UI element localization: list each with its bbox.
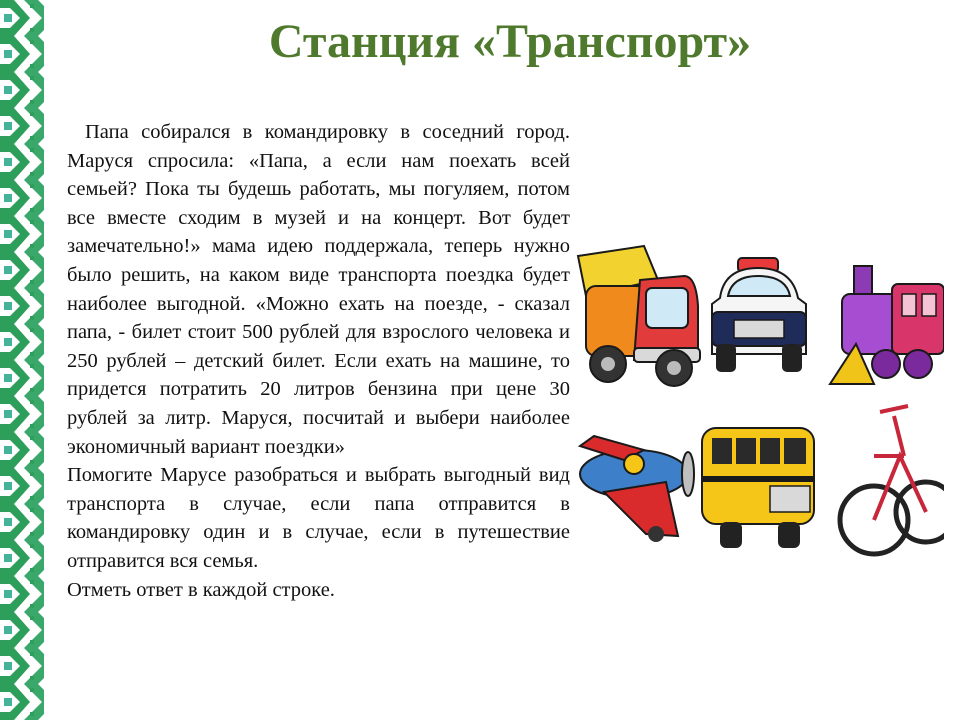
ornament-border (0, 0, 50, 720)
task-text (67, 118, 570, 604)
story-paragraph: Папа собирался в командировку в соседний город. Маруся спросила: «Папа, а если нам поехать всей семьей? Пока ты будешь работать, мы погуляем, потом все вместе сходим в музей и на концерт. Вот будет замечательно!» мама идею поддержала, теперь нужно было решить, на каком виде транспорта поездка будет наиболее выгодной. «Можно ехать на поезде, - сказал папа, - билет стоит 500 рублей для взрослого человека и 250 рублей – детский билет. Если ехать на машине, то придется потратить 20 литров бензина при цене 30 рублей за литр. Маруся, посчитай и выбери наиболее экономичный вариант поездки» (67, 121, 570, 458)
task-paragraph: Помогите Марусе разобраться и выбрать выгодный вид транспорта в случае, если папа отправится в командировку один и в случае, если в путешествие отправится вся семья. (67, 464, 570, 572)
instruction-line: Отметь ответ в каждой строке. (67, 578, 335, 601)
transport-illustrations (574, 236, 944, 574)
toy-train-image (830, 266, 944, 384)
school-bus-image (702, 428, 814, 548)
police-car-image (712, 258, 806, 372)
page-title: Станция «Транспорт» (268, 15, 752, 68)
toy-airplane-image (580, 436, 694, 542)
dump-truck-image (578, 246, 700, 386)
bicycle-image (840, 406, 944, 554)
